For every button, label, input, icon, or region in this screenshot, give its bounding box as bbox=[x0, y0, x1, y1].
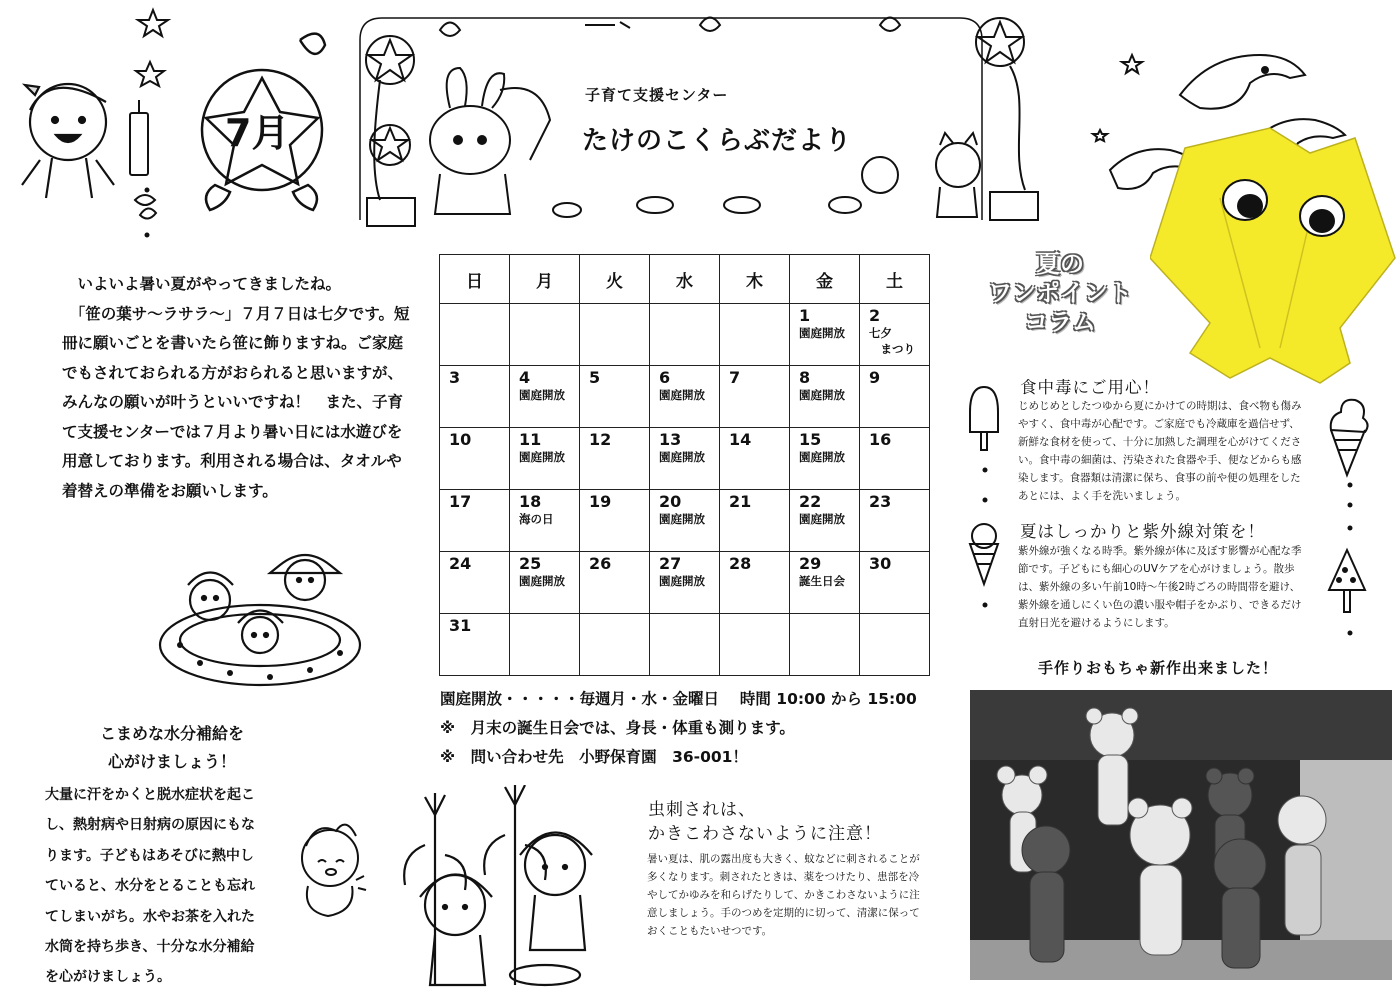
calendar-day-number: 13 bbox=[659, 430, 682, 449]
contact-note: ※ 問い合わせ先 小野保育園 36-001！ bbox=[440, 748, 748, 766]
calendar-day-number: 16 bbox=[869, 430, 892, 449]
calendar-day-number: 15 bbox=[799, 430, 822, 449]
calendar-event: 園庭開放 bbox=[799, 450, 845, 464]
calendar-day-number: 25 bbox=[519, 554, 542, 573]
handmade-toy-caption: 手作りおもちゃ新作出来ました！ bbox=[1038, 659, 1279, 677]
calendar-event: 園庭開放 bbox=[659, 450, 705, 464]
calendar-event: 園庭開放 bbox=[659, 388, 705, 402]
toys-photo-image bbox=[970, 690, 1392, 980]
calendar-day-number: 26 bbox=[589, 554, 612, 573]
calendar-event: 七夕 まつり bbox=[869, 326, 915, 356]
calendar-day-number: 27 bbox=[659, 554, 682, 573]
weekday-header: 火 bbox=[580, 255, 650, 304]
calendar-day-number: 30 bbox=[869, 554, 892, 573]
column-heading-line: コラム bbox=[1024, 308, 1096, 336]
uv-protection-body: 紫外線が強くなる時季。紫外線が体に及ぼす影響が心配な季節です。子どもにも細心のUVケアを心がけましょう。散歩は、紫外線の多い午前10時～午後2時ごろの時間帯を避け、紫外線を通しにくい色の濃い服や帽子をかぶり、できるだけ直射日光を避けるようにします。 bbox=[1018, 545, 1302, 629]
calendar-day-number: 19 bbox=[589, 492, 612, 511]
calendar-event: 園庭開放 bbox=[659, 574, 705, 588]
calendar-day-number: 20 bbox=[659, 492, 682, 511]
calendar-event: 園庭開放 bbox=[519, 574, 565, 588]
water-title-line: こまめな水分補給を bbox=[99, 724, 244, 743]
calendar-event: 園庭開放 bbox=[799, 388, 845, 402]
column-heading-line: 夏の bbox=[1036, 250, 1084, 278]
calendar-day-number: 3 bbox=[449, 368, 461, 387]
calendar-day-number: 14 bbox=[729, 430, 752, 449]
calendar-day-number: 31 bbox=[449, 616, 472, 635]
calendar-event: 園庭開放 bbox=[519, 388, 565, 402]
calendar-day-number: 22 bbox=[799, 492, 822, 511]
water-section-body: 大量に汗をかくと脱水症状を起こし、熱射病や日射病の原因にもなります。子どもはあそびに熱中していると、水分をとることも忘れてしまいがち。水やお茶を入れた水筒を持ち歩き、十分な水分補給を心がけましょう。 bbox=[45, 787, 255, 986]
open-garden-schedule: 園庭開放・・・・・毎週月・水・金曜日 時間 10:00 から 15:00 bbox=[440, 690, 917, 708]
weekday-header: 日 bbox=[440, 255, 510, 304]
calendar-event: 誕生日会 bbox=[799, 574, 845, 588]
calendar-day-number: 18 bbox=[519, 492, 542, 511]
birthday-note: ※ 月末の誕生日会では、身長・体重も測ります。 bbox=[440, 719, 795, 737]
intro-paragraph: いよいよ暑い夏がやってきましたね。 bbox=[62, 275, 342, 293]
calendar-day-number: 8 bbox=[799, 368, 811, 387]
weekday-header: 金 bbox=[790, 255, 860, 304]
calendar-day-number: 4 bbox=[519, 368, 531, 387]
calendar-day-number: 28 bbox=[729, 554, 752, 573]
weekday-header: 月 bbox=[510, 255, 580, 304]
food-poisoning-title: 食中毒にご用心！ bbox=[1020, 378, 1160, 397]
newsletter-title: たけのこくらぶだより bbox=[582, 126, 853, 156]
calendar-event: 園庭開放 bbox=[799, 326, 845, 340]
weekday-header: 木 bbox=[720, 255, 790, 304]
calendar-day-number: 1 bbox=[799, 306, 811, 325]
calendar-event: 海の日 bbox=[519, 512, 554, 526]
weekday-header: 土 bbox=[860, 255, 930, 304]
month-label: 7月 bbox=[225, 111, 290, 155]
calendar-day-number: 23 bbox=[869, 492, 892, 511]
water-title-line: 心がけましょう！ bbox=[107, 752, 236, 771]
calendar-day-number: 10 bbox=[449, 430, 472, 449]
food-poisoning-body: じめじめとしたつゆから夏にかけての時期は、食べ物も傷みやすく、食中毒が心配です。ご家庭でも冷蔵庫を過信せず、新鮮な食材を使って、十分に加熱した調理を心がけてください。食中毒の細菌は、汚染された食器や手、便などからも感染します。食器類は清潔に保ち、食事の前や便の処理をしたあとには、よく手を洗いましょう。 bbox=[1018, 400, 1302, 502]
calendar-day-number: 24 bbox=[449, 554, 472, 573]
header-subtitle: 子育て支援センター bbox=[585, 86, 729, 104]
insect-bite-title-line: 虫刺されは、 bbox=[648, 800, 756, 820]
calendar-day-number: 5 bbox=[589, 368, 601, 387]
calendar-day-number: 12 bbox=[589, 430, 612, 449]
calendar-event: 園庭開放 bbox=[799, 512, 845, 526]
calendar-day-number: 11 bbox=[519, 430, 542, 449]
calendar-day-number: 29 bbox=[799, 554, 822, 573]
calendar-day-number: 17 bbox=[449, 492, 472, 511]
column-heading-line: ワンポイント bbox=[988, 279, 1132, 307]
insect-bite-title-line: かきこわさないように注意！ bbox=[648, 824, 882, 844]
calendar-day-number: 21 bbox=[729, 492, 752, 511]
handmade-toys-photo bbox=[970, 690, 1392, 980]
calendar-day-number: 2 bbox=[869, 306, 881, 325]
insect-bite-body: 暑い夏は、肌の露出度も大きく、蚊などに刺されることが多くなります。刺されたときは、薬をつけたり、患部を冷やしてかゆみを和らげたりして、かきこわさないように注意しましょう。手のつめを定期的に切って、清潔に保っておくこともたいせつです。 bbox=[647, 853, 920, 937]
uv-protection-title: 夏はしっかりと紫外線対策を！ bbox=[1020, 522, 1265, 541]
calendar-day-number: 6 bbox=[659, 368, 671, 387]
calendar-event: 園庭開放 bbox=[519, 450, 565, 464]
intro-paragraph: 「笹の葉サ～ラサラ～」７月７日は七夕です。短冊に願いごとを書いたら笹に飾りますね。ご家庭でもされておられる方がおられると思いますが、みんなの願いが叶うといいですね！ また、子育て支援センターでは７月より暑い日には水遊びを用意しております。利用される場合は、タオルや着替えの準備をお願いします。 bbox=[62, 304, 410, 500]
weekday-header: 水 bbox=[650, 255, 720, 304]
calendar-day-number: 9 bbox=[869, 368, 881, 387]
calendar-day-number: 7 bbox=[729, 368, 741, 387]
calendar-event: 園庭開放 bbox=[659, 512, 705, 526]
